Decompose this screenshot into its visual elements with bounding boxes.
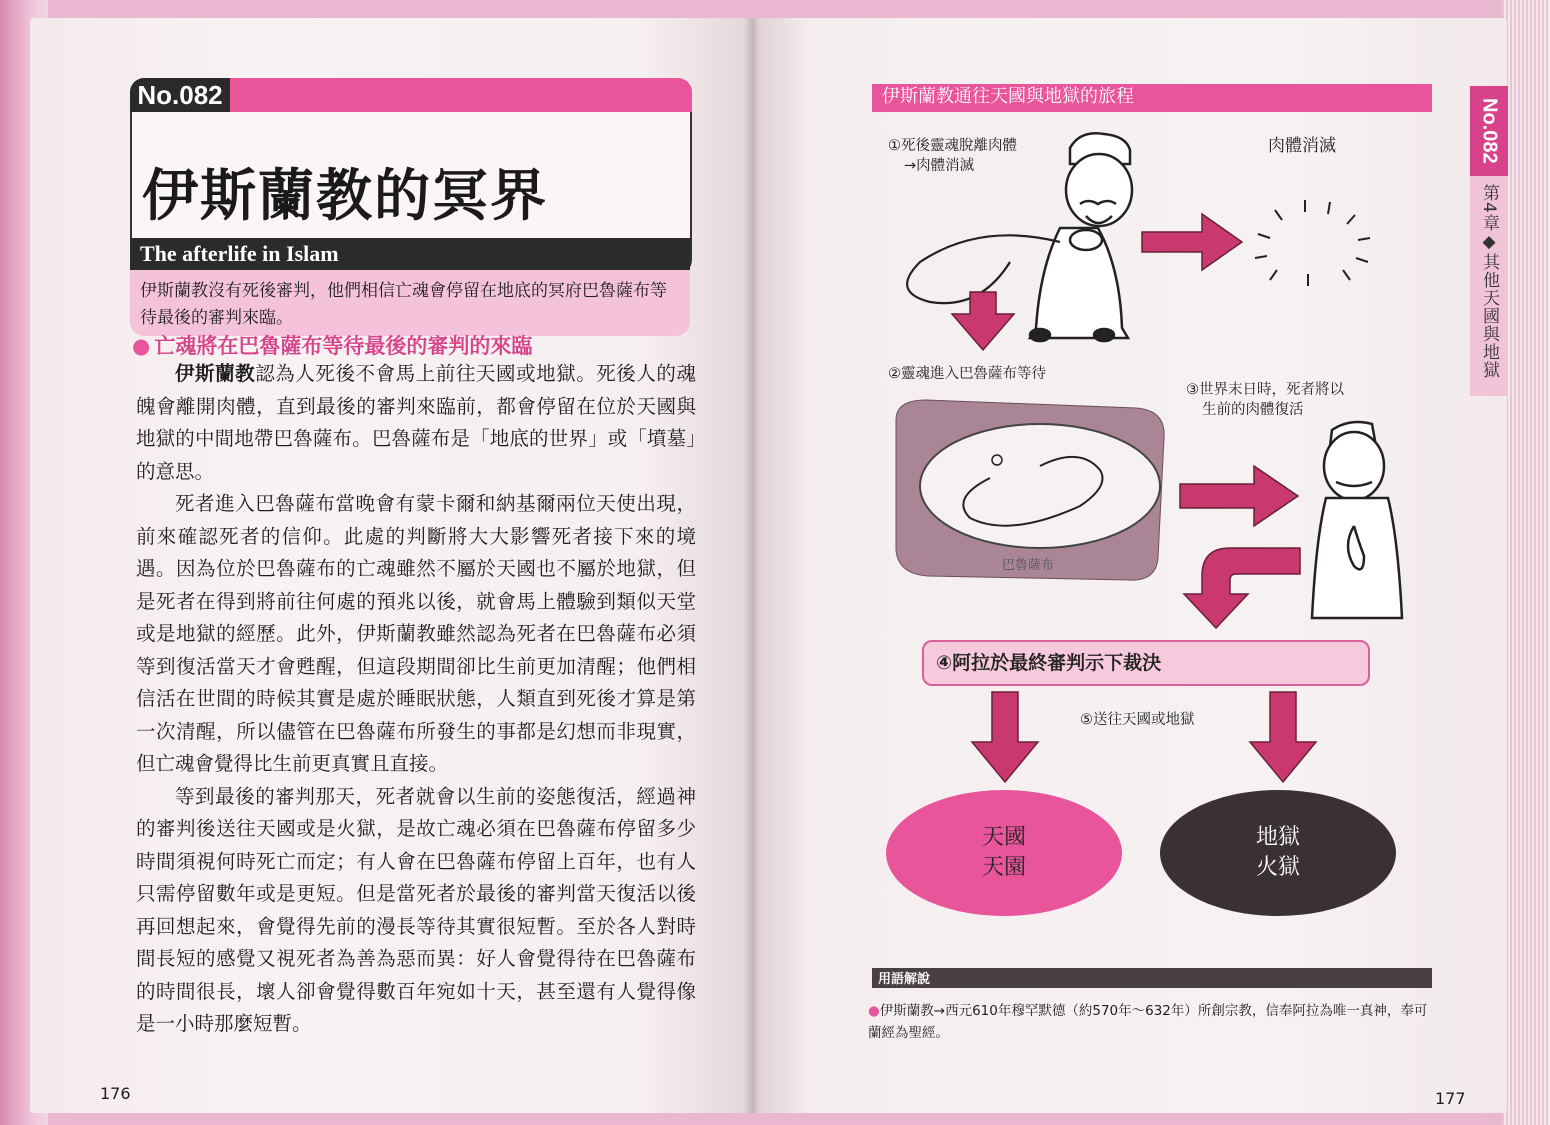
heaven-label-2: 天園	[981, 855, 1026, 880]
bullet-dot-icon: ●	[868, 1003, 880, 1019]
hell-label-2: 火獄	[1255, 855, 1300, 880]
heaven-label-1: 天國	[981, 825, 1026, 850]
bullet-dot-icon: ●	[132, 334, 151, 358]
step-1-line-2: →肉體消滅	[904, 158, 975, 174]
step-1-line-1: ①死後靈魂脫離肉體	[888, 138, 1017, 154]
barzakh-area	[896, 400, 1164, 580]
paragraph-3: 等到最後的審判那天，死者就會以生前的姿態復活，經過神的審判後送往天國或是火獄，是故亡魂必須在巴魯薩布停留多少時間須視何時死亡而定；有人會在巴魯薩布停留上百年，也有人只需停留數年或是更短。但是當死者於最後的審判當天復活以後再回想起來，會覺得先前的漫長等待其實很短暫。至於各人對時間長短的感覺又視死者為善為惡而異：好人會覺得待在巴魯薩布的時間很長，壞人卻會覺得數百年宛如十天，甚至還有人覺得像是一小時那麼短暫。	[136, 784, 696, 1035]
diagram-title: 伊斯蘭教通往天國與地獄的旅程	[872, 84, 1432, 110]
step-3-line-1: ③世界末日時，死者將以	[1186, 382, 1344, 398]
arrow-down-hell	[1250, 692, 1316, 782]
english-title: The afterlife in Islam	[130, 238, 690, 270]
body-vanish-label: 肉體消滅	[1268, 136, 1336, 156]
heaven-oval	[886, 790, 1122, 916]
step-5-label: ⑤送往天國或地獄	[1080, 712, 1195, 728]
arrow-down-heaven	[972, 692, 1038, 782]
arrow-right-1	[1142, 214, 1242, 270]
hell-oval	[1160, 790, 1396, 916]
glossary-heading	[872, 968, 1432, 988]
resurrected-man-figure	[1312, 422, 1402, 618]
side-tab-number: No.082	[1470, 86, 1508, 176]
page-number-left: 176	[100, 1084, 131, 1103]
side-tab	[1470, 86, 1508, 396]
paragraph-1-rest: 認為人死後不會馬上前往天國或地獄。死後人的魂魄會離開肉體，直到最後的審判來臨前，都會停留在位於天國與地獄的中間地帶巴魯薩布。巴魯薩布是「地底的世界」或「墳墓」的意思。	[136, 362, 696, 483]
page-title: 伊斯蘭教的冥界	[142, 164, 548, 229]
step-3-label	[1186, 380, 1344, 420]
page-number-right: 177	[1435, 1089, 1466, 1108]
hell-label-1: 地獄	[1255, 825, 1300, 850]
step-1-label	[888, 136, 1017, 176]
barzakh-label: 巴魯薩布	[1002, 558, 1055, 573]
arrow-curved	[1184, 548, 1300, 628]
glossary-heading-text: 用語解說	[878, 972, 931, 987]
glossary-text: 伊斯蘭教→西元610年穆罕默德（約570年～632年）所創宗教，信奉阿拉為唯一真神，奉可蘭經為聖經。	[868, 1003, 1428, 1041]
step-2-label: ②靈魂進入巴魯薩布等待	[888, 366, 1046, 382]
section-heading-text: 亡魂將在巴魯薩布等待最後的審判的來臨	[154, 334, 533, 358]
judgement-banner: ④阿拉於最終審判示下裁決	[922, 640, 1370, 686]
summary-box: 伊斯蘭教沒有死後審判，他們相信亡魂會停留在地底的冥府巴魯薩布等待最後的審判來臨。	[130, 270, 690, 336]
dead-man-figure	[1030, 133, 1132, 341]
side-tab-chapter: 第4章◆其他天國與地獄	[1479, 184, 1499, 379]
number-badge: No.082	[130, 78, 230, 112]
vanish-burst-icon	[1255, 200, 1370, 286]
glossary-body	[868, 1000, 1436, 1044]
arrow-right-2	[1180, 466, 1298, 526]
paragraph-2: 死者進入巴魯薩布當晚會有蒙卡爾和納基爾兩位天使出現，前來確認死者的信仰。此處的判斷將大大影響死者接下來的境遇。因為位於巴魯薩布的亡魂雖然不屬於天國也不屬於地獄，但是死者在得到將前往何處的預兆以後，就會馬上體驗到類似天堂或是地獄的經歷。此外，伊斯蘭教雖然認為死者在巴魯薩布必須等到復活當天才會甦醒，但這段期間卻比生前更加清醒；他們相信活在世間的時候其實是處於睡眠狀態，人類直到死後才算是第一次清醒，所以儘管在巴魯薩布所發生的事都是幻想而非現實，但亡魂會覺得比生前更真實且直接。	[136, 492, 696, 775]
step-3-line-2: 生前的肉體復活	[1202, 402, 1304, 418]
paragraph-1-lead: 伊斯蘭教	[175, 362, 256, 385]
